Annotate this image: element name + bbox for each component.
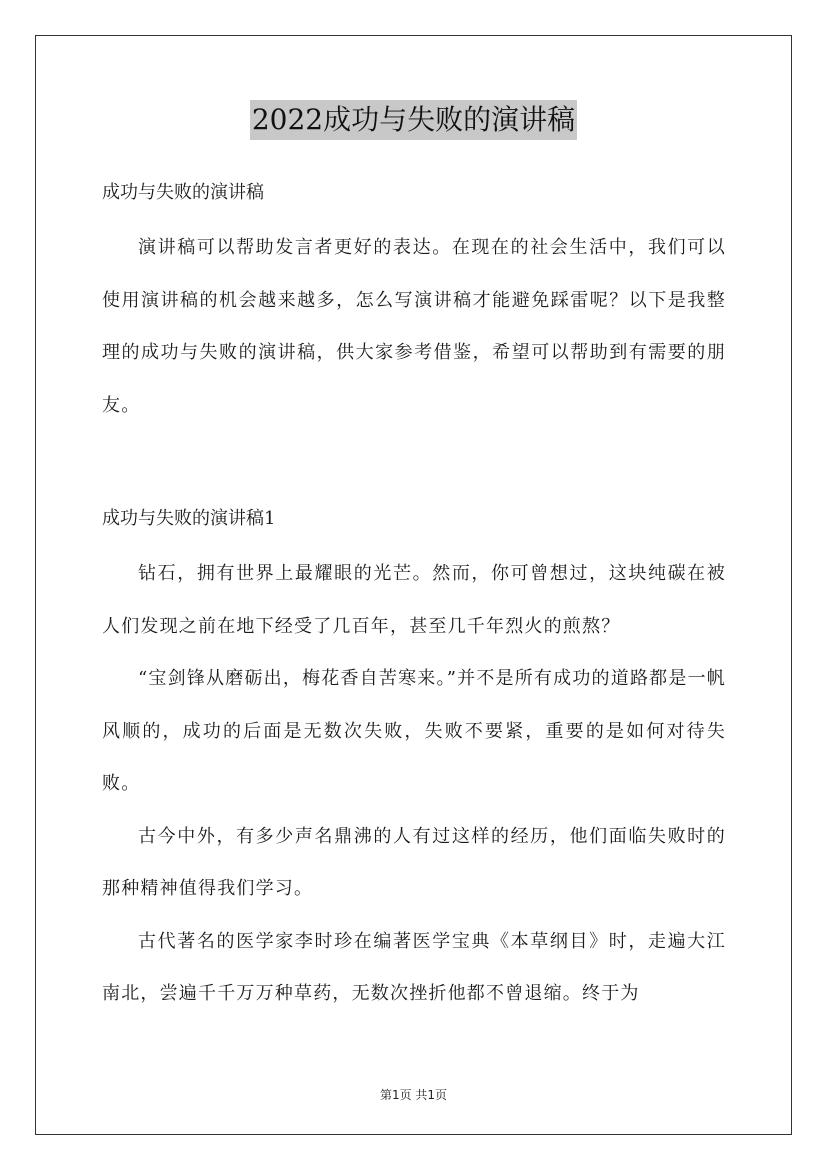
paragraph-4: 古代著名的医学家李时珍在编著医学宝典《本草纲目》时，走遍大江南北，尝遍千千万万种草药，无数次挫折他都不曾退缩。终于为 [102, 930, 726, 1004]
intro-heading: 成功与失败的演讲稿 [102, 182, 264, 203]
section-body [102, 548, 726, 1021]
paragraph-2: “宝剑锋从磨砺出，梅花香自苦寒来。”并不是所有成功的道路都是一帆风顺的，成功的后面是无数次失败，失败不要紧，重要的是如何对待失败。 [102, 668, 726, 794]
intro-paragraph-text: 演讲稿可以帮助发言者更好的表达。在现在的社会生活中，我们可以使用演讲稿的机会越来越多，怎么写演讲稿才能避免踩雷呢？以下是我整理的成功与失败的演讲稿，供大家参考借鉴，希望可以帮助到有需要的朋友。 [102, 237, 726, 416]
document-title: 2022成功与失败的演讲稿 [250, 100, 577, 140]
paragraph-1: 钻石，拥有世界上最耀眼的光芒。然而，你可曾想过，这块纯碳在被人们发现之前在地下经受了几百年，甚至几千年烈火的煎熬？ [102, 563, 726, 637]
page-footer: 第1页 共1页 [379, 1088, 448, 1102]
title-container [0, 100, 827, 140]
section-heading: 成功与失败的演讲稿1 [102, 508, 276, 529]
intro-paragraph [102, 222, 726, 432]
paragraph-3: 古今中外，有多少声名鼎沸的人有过这样的经历，他们面临失败时的那种精神值得我们学习。 [102, 825, 726, 899]
